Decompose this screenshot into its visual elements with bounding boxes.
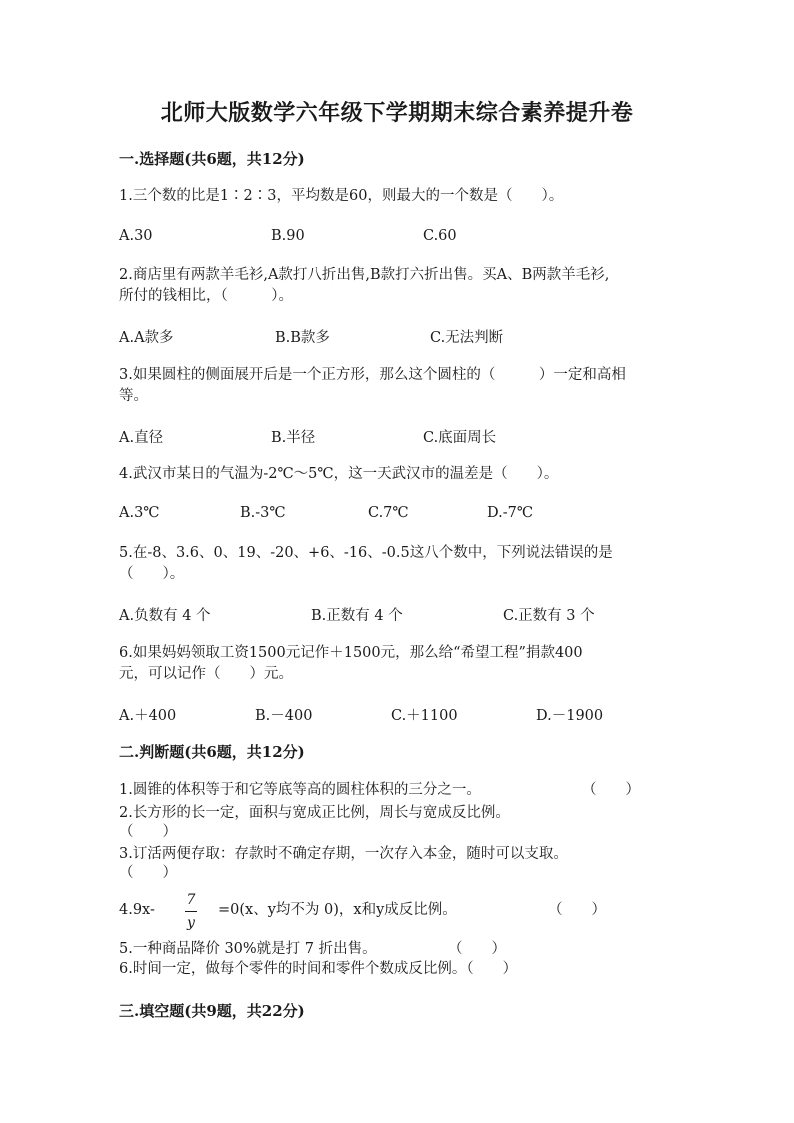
section-heading-judge: 二.判断题(共6题，共12分) (119, 743, 305, 761)
q5-option-c: C.正数有 3 个 (503, 608, 595, 624)
judge-4-prefix: 4.9x- (119, 902, 155, 918)
q2-option-b: B.B款多 (275, 330, 330, 346)
q3-option-b: B.半径 (271, 430, 316, 446)
q4-option-a: A.3℃ (119, 505, 160, 521)
fraction-denominator: y (187, 915, 195, 931)
fraction-numerator: 7 (186, 892, 196, 908)
q4-option-b: B.-3℃ (240, 505, 286, 521)
q2-option-c: C.无法判断 (430, 330, 504, 346)
question-3-line-2: 等。 (119, 388, 148, 404)
judge-2: 2.长方形的长一定，面积与宽成正比例，周长与宽成反比例。 (119, 805, 510, 821)
judge-5: 5.一种商品降价 30%就是打 7 折出售。 (119, 941, 377, 957)
q2-option-a: A.A款多 (119, 330, 174, 346)
q1-option-c: C.60 (423, 228, 457, 244)
question-6-line-2: 元，可以记作（ ）元。 (119, 666, 293, 682)
fraction-bar (185, 911, 197, 912)
judge-4-fraction (185, 890, 197, 933)
page-title: 北师大版数学六年级下学期期末综合素养提升卷 (160, 100, 634, 126)
section-heading-fill: 三.填空题(共9题，共22分) (119, 1002, 305, 1020)
q6-option-d: D.－1900 (536, 708, 604, 724)
judge-4-text: =0(x、y均不为 0)，x和y成反比例。 (218, 902, 457, 918)
q4-option-d: D.-7℃ (487, 505, 534, 521)
judge-2-paren: （ ） (119, 824, 177, 840)
judge-1: 1.圆锥的体积等于和它等底等高的圆柱体积的三分之一。 (119, 782, 481, 798)
question-5-line-2: （ ）。 (119, 566, 185, 582)
q5-option-b: B.正数有 4 个 (311, 608, 403, 624)
judge-1-paren: （ ） (582, 782, 640, 798)
question-4: 4.武汉市某日的气温为-2℃～5℃，这一天武汉市的温差是（ ）。 (119, 466, 559, 482)
q6-option-c: C.＋1100 (391, 708, 458, 724)
question-6-line-1: 6.如果妈妈领取工资1500元记作＋1500元，那么给“希望工程”捐款400 (119, 645, 583, 661)
q3-option-c: C.底面周长 (423, 430, 497, 446)
question-3-line-1: 3.如果圆柱的侧面展开后是一个正方形，那么这个圆柱的（ ）一定和高相 (119, 367, 626, 383)
question-5-line-1: 5.在-8、3.6、0、19、-20、+6、-16、-0.5这八个数中，下列说法错误的是 (119, 545, 613, 561)
question-2-line-1: 2.商店里有两款羊毛衫,A款打八折出售,B款打六折出售。买A、B两款羊毛衫, (119, 267, 610, 283)
question-2-line-2: 所付的钱相比，（ ）。 (119, 288, 293, 304)
judge-3-paren: （ ） (119, 865, 177, 881)
judge-6: 6.时间一定，做每个零件的时间和零件个数成反比例。（ ） (119, 961, 518, 977)
q6-option-a: A.＋400 (119, 708, 177, 724)
q3-option-a: A.直径 (119, 430, 164, 446)
question-1: 1.三个数的比是1∶2∶3，平均数是60，则最大的一个数是（ ）。 (119, 188, 564, 204)
q5-option-a: A.负数有 4 个 (119, 608, 211, 624)
q6-option-b: B.－400 (255, 708, 313, 724)
judge-5-paren: （ ） (448, 941, 506, 957)
q4-option-c: C.7℃ (368, 505, 409, 521)
section-heading-choice: 一.选择题(共6题，共12分) (119, 150, 305, 168)
judge-4-paren: （ ） (548, 902, 606, 918)
q1-option-b: B.90 (271, 228, 305, 244)
q1-option-a: A.30 (119, 228, 153, 244)
judge-3: 3.订活两便存取：存款时不确定存期，一次存入本金，随时可以支取。 (119, 846, 568, 862)
